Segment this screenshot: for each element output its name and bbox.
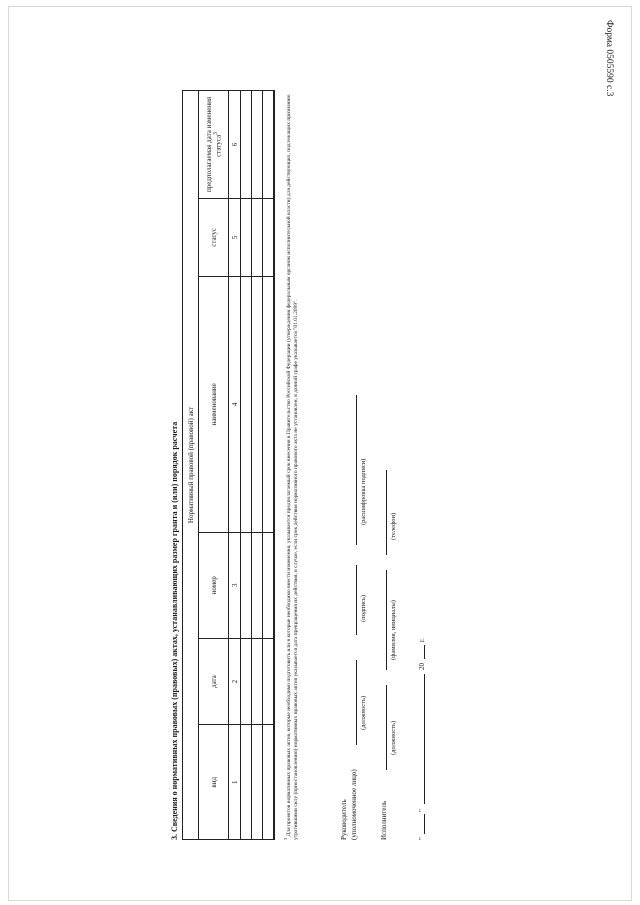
table-cell[interactable] — [241, 638, 252, 725]
table-cell[interactable] — [241, 91, 252, 199]
executor-name-caption: (фамилия, инициалы) — [390, 600, 397, 660]
footnote — [282, 90, 300, 840]
executor-label: Исполнитель — [380, 800, 388, 840]
column-number: 4 — [229, 276, 241, 532]
column-number: 5 — [229, 198, 241, 276]
table-cell[interactable] — [252, 91, 263, 199]
table-cell[interactable] — [252, 276, 263, 532]
head-position-caption: (должность) — [360, 695, 367, 730]
table-cell[interactable] — [241, 276, 252, 532]
column-header-type: вид — [199, 725, 229, 840]
date-year-prefix: 20 — [418, 663, 426, 670]
table-cell[interactable] — [241, 532, 252, 638]
form-code: Форма 0505590 с.3 — [604, 20, 614, 97]
column-header-name: наименование — [199, 276, 229, 532]
head-label: Руководитель — [340, 799, 348, 840]
column-header-status-change-date-cell — [199, 91, 229, 199]
executor-position-line[interactable] — [386, 685, 387, 770]
table-cell[interactable] — [241, 725, 252, 840]
section-title: 3. Сведения о нормативных правовых (правовых) актах, устанавливающих размер гранта и (или) порядок расчета — [170, 421, 179, 840]
table-cell[interactable] — [252, 198, 263, 276]
table-cell[interactable] — [241, 198, 252, 276]
executor-position-caption: (должность) — [390, 720, 397, 755]
table-row — [241, 91, 252, 840]
head-position-line[interactable] — [356, 660, 357, 745]
table-cell[interactable] — [252, 532, 263, 638]
head-sublabel: (уполномоченное лицо) — [350, 769, 358, 840]
date-open-quote: " — [418, 837, 426, 840]
table-row — [263, 91, 274, 840]
column-header-status: статус — [199, 198, 229, 276]
column-header-status-change-date: предполагаемая дата изменения статуса — [204, 96, 223, 193]
date-year-line[interactable] — [424, 645, 425, 659]
table-cell[interactable] — [263, 91, 274, 199]
column-number: 6 — [229, 91, 241, 199]
table-cell[interactable] — [263, 276, 274, 532]
normative-acts-table — [182, 90, 275, 840]
executor-phone-caption: (телефон) — [390, 512, 397, 540]
date-close-quote: " — [418, 809, 426, 812]
head-decoding-caption: (расшифровка подписи) — [360, 458, 367, 525]
table-cell[interactable] — [263, 638, 274, 725]
group-header: Нормативный правовой (правовой) акт — [186, 406, 195, 524]
executor-phone-line[interactable] — [386, 470, 387, 555]
table-row — [252, 91, 263, 840]
column-header-number: номер — [199, 532, 229, 638]
rotated-form-body — [170, 60, 640, 840]
column-number: 3 — [229, 532, 241, 638]
executor-name-line[interactable] — [386, 570, 387, 670]
table-cell[interactable] — [263, 198, 274, 276]
column-header-date: дата — [199, 638, 229, 725]
column-number: 1 — [229, 725, 241, 840]
table-cell[interactable] — [252, 638, 263, 725]
column-number: 2 — [229, 638, 241, 725]
table-cell[interactable] — [263, 532, 274, 638]
head-signature-caption: (подпись) — [360, 595, 367, 622]
footnote-marker: 3 — [212, 132, 219, 135]
footnote-mark: 3 — [283, 837, 288, 840]
head-decoding-line[interactable] — [356, 395, 357, 545]
date-day-line[interactable] — [424, 814, 425, 834]
table-cell[interactable] — [252, 725, 263, 840]
head-signature-line[interactable] — [356, 565, 357, 635]
date-year-suffix: г. — [418, 638, 426, 642]
date-month-line[interactable] — [424, 674, 425, 804]
table-cell[interactable] — [263, 725, 274, 840]
footnote-text: Для проектов нормативных правовых актов, которые необходимо подготовить или в которые необходимо внести изменения, указывается предполагаемый срок внесения в Правительство Российской Федерации (утверждения федеральным органом исполнительной власти) для действующих, подлежащих признанию утратившими силу (приостановлению) нормативных правовых актов указывается дата прекращения их действия, в случае, если срок действия нормативного правового акта не установлен, в данной графе указывается "01.01.2099". — [285, 94, 299, 840]
group-header-cell — [183, 91, 199, 840]
